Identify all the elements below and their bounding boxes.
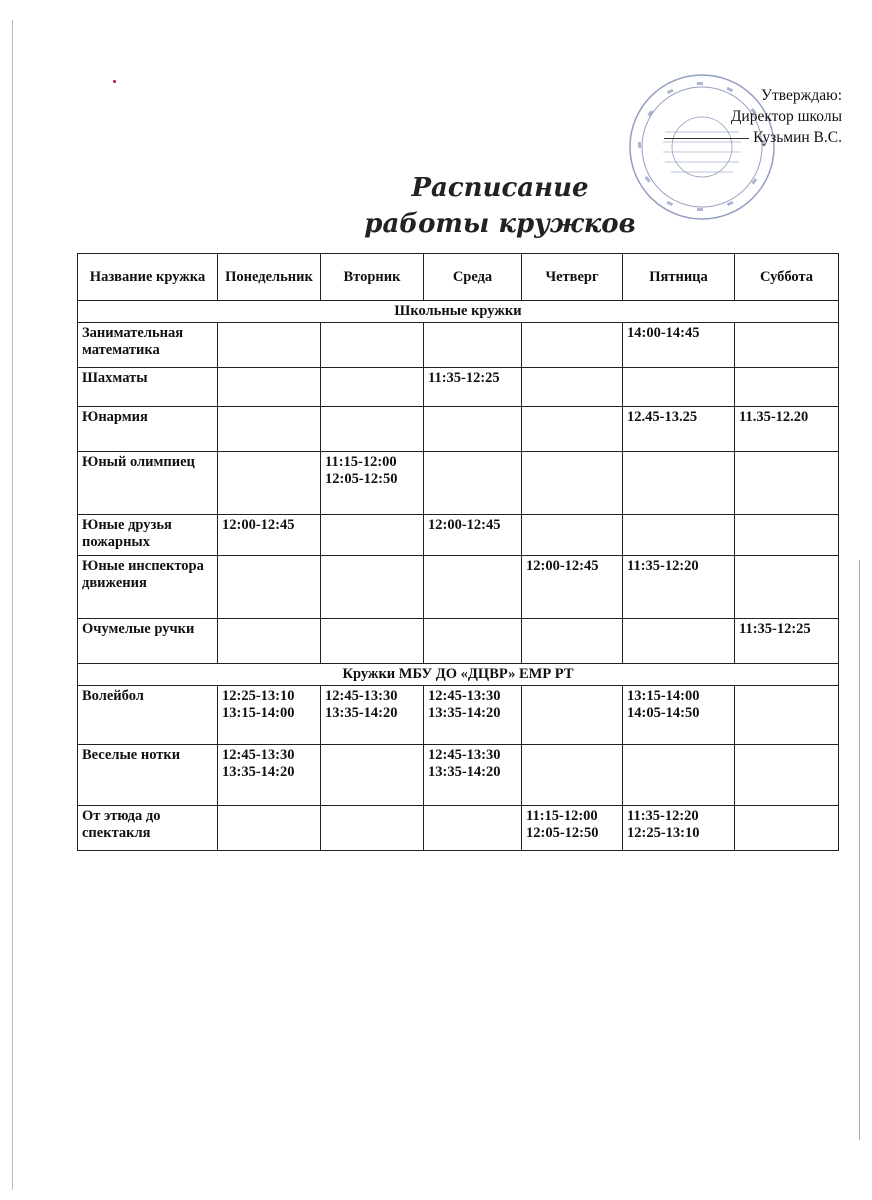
page-title xyxy=(330,170,670,242)
time-cell xyxy=(735,452,839,515)
section-title: Школьные кружки xyxy=(78,301,839,323)
time-cell xyxy=(522,745,623,806)
time-cell: 11.35-12.20 xyxy=(735,407,839,452)
time-cell: 11:35-12:20 xyxy=(623,556,735,619)
time-cell xyxy=(321,323,424,368)
table-header-row xyxy=(78,254,839,301)
time-cell xyxy=(424,323,522,368)
approval-signature-row xyxy=(664,127,842,148)
club-name-cell: Юные друзья пожарных xyxy=(78,515,218,556)
time-cell xyxy=(623,368,735,407)
club-name-cell: От этюда до спектакля xyxy=(78,806,218,851)
table-row xyxy=(78,806,839,851)
approval-name: Кузьмин В.С. xyxy=(753,129,842,146)
time-cell xyxy=(218,619,321,664)
time-cell xyxy=(424,452,522,515)
section-title: Кружки МБУ ДО «ДЦВР» ЕМР РТ xyxy=(78,664,839,686)
club-name-cell: Юные инспектора движения xyxy=(78,556,218,619)
club-name-cell: Юнармия xyxy=(78,407,218,452)
time-cell xyxy=(735,368,839,407)
time-cell xyxy=(623,452,735,515)
time-cell xyxy=(218,806,321,851)
table-row xyxy=(78,745,839,806)
time-cell xyxy=(424,407,522,452)
scan-edge-left xyxy=(12,20,13,1190)
time-cell xyxy=(735,323,839,368)
scan-edge-right xyxy=(859,560,860,1140)
scan-speck xyxy=(113,80,116,83)
header-thursday: Четверг xyxy=(522,254,623,301)
approval-position: Директор школы xyxy=(730,108,842,125)
header-club-name: Название кружка xyxy=(78,254,218,301)
time-cell xyxy=(218,323,321,368)
club-name-cell: Юный олимпиец xyxy=(78,452,218,515)
table-row xyxy=(78,556,839,619)
time-cell xyxy=(623,515,735,556)
club-name-cell: Занимательная математика xyxy=(78,323,218,368)
time-cell xyxy=(735,515,839,556)
club-name-cell: Шахматы xyxy=(78,368,218,407)
time-cell: 14:00-14:45 xyxy=(623,323,735,368)
time-cell xyxy=(321,806,424,851)
club-name-cell: Волейбол xyxy=(78,686,218,745)
time-cell xyxy=(735,745,839,806)
header-monday: Понедельник xyxy=(218,254,321,301)
time-cell: 11:35-12:20 12:25-13:10 xyxy=(623,806,735,851)
table-row xyxy=(78,515,839,556)
time-cell: 12:00-12:45 xyxy=(522,556,623,619)
time-cell: 11:15-12:00 12:05-12:50 xyxy=(522,806,623,851)
table-row xyxy=(78,686,839,745)
title-line-2: работы кружков xyxy=(364,209,636,239)
time-cell: 12:45-13:30 13:35-14:20 xyxy=(424,745,522,806)
time-cell xyxy=(735,556,839,619)
time-cell: 12:25-13:10 13:15-14:00 xyxy=(218,686,321,745)
time-cell xyxy=(623,745,735,806)
table-row xyxy=(78,368,839,407)
table-row xyxy=(78,619,839,664)
schedule-table xyxy=(77,253,839,851)
approval-label: Утверждаю: xyxy=(761,87,842,104)
header-tuesday: Вторник xyxy=(321,254,424,301)
time-cell xyxy=(735,686,839,745)
time-cell xyxy=(218,452,321,515)
time-cell: 12:45-13:30 13:35-14:20 xyxy=(218,745,321,806)
time-cell: 12:00-12:45 xyxy=(424,515,522,556)
title-line-1: Расписание xyxy=(411,173,589,203)
club-name-cell: Очумелые ручки xyxy=(78,619,218,664)
time-cell xyxy=(218,407,321,452)
time-cell xyxy=(218,368,321,407)
time-cell xyxy=(522,515,623,556)
time-cell xyxy=(735,806,839,851)
time-cell xyxy=(522,686,623,745)
time-cell xyxy=(424,806,522,851)
time-cell: 12.45-13.25 xyxy=(623,407,735,452)
table-row xyxy=(78,452,839,515)
time-cell: 11:15-12:00 12:05-12:50 xyxy=(321,452,424,515)
time-cell xyxy=(321,556,424,619)
time-cell xyxy=(321,515,424,556)
approval-block xyxy=(664,85,842,148)
club-name-cell: Веселые нотки xyxy=(78,745,218,806)
time-cell xyxy=(522,619,623,664)
time-cell: 12:45-13:30 13:35-14:20 xyxy=(424,686,522,745)
time-cell: 11:35-12:25 xyxy=(424,368,522,407)
time-cell: 12:45-13:30 13:35-14:20 xyxy=(321,686,424,745)
time-cell xyxy=(321,619,424,664)
time-cell xyxy=(623,619,735,664)
time-cell xyxy=(424,556,522,619)
section-school-clubs xyxy=(78,301,839,323)
time-cell: 11:35-12:25 xyxy=(735,619,839,664)
time-cell xyxy=(522,368,623,407)
time-cell xyxy=(522,452,623,515)
header-friday: Пятница xyxy=(623,254,735,301)
table-row xyxy=(78,323,839,368)
time-cell xyxy=(218,556,321,619)
time-cell xyxy=(424,619,522,664)
header-wednesday: Среда xyxy=(424,254,522,301)
table-row xyxy=(78,407,839,452)
header-saturday: Суббота xyxy=(735,254,839,301)
time-cell xyxy=(321,368,424,407)
time-cell xyxy=(522,407,623,452)
section-external-clubs xyxy=(78,664,839,686)
signature-line xyxy=(664,138,749,139)
time-cell xyxy=(321,745,424,806)
time-cell xyxy=(321,407,424,452)
time-cell: 12:00-12:45 xyxy=(218,515,321,556)
time-cell: 13:15-14:00 14:05-14:50 xyxy=(623,686,735,745)
time-cell xyxy=(522,323,623,368)
